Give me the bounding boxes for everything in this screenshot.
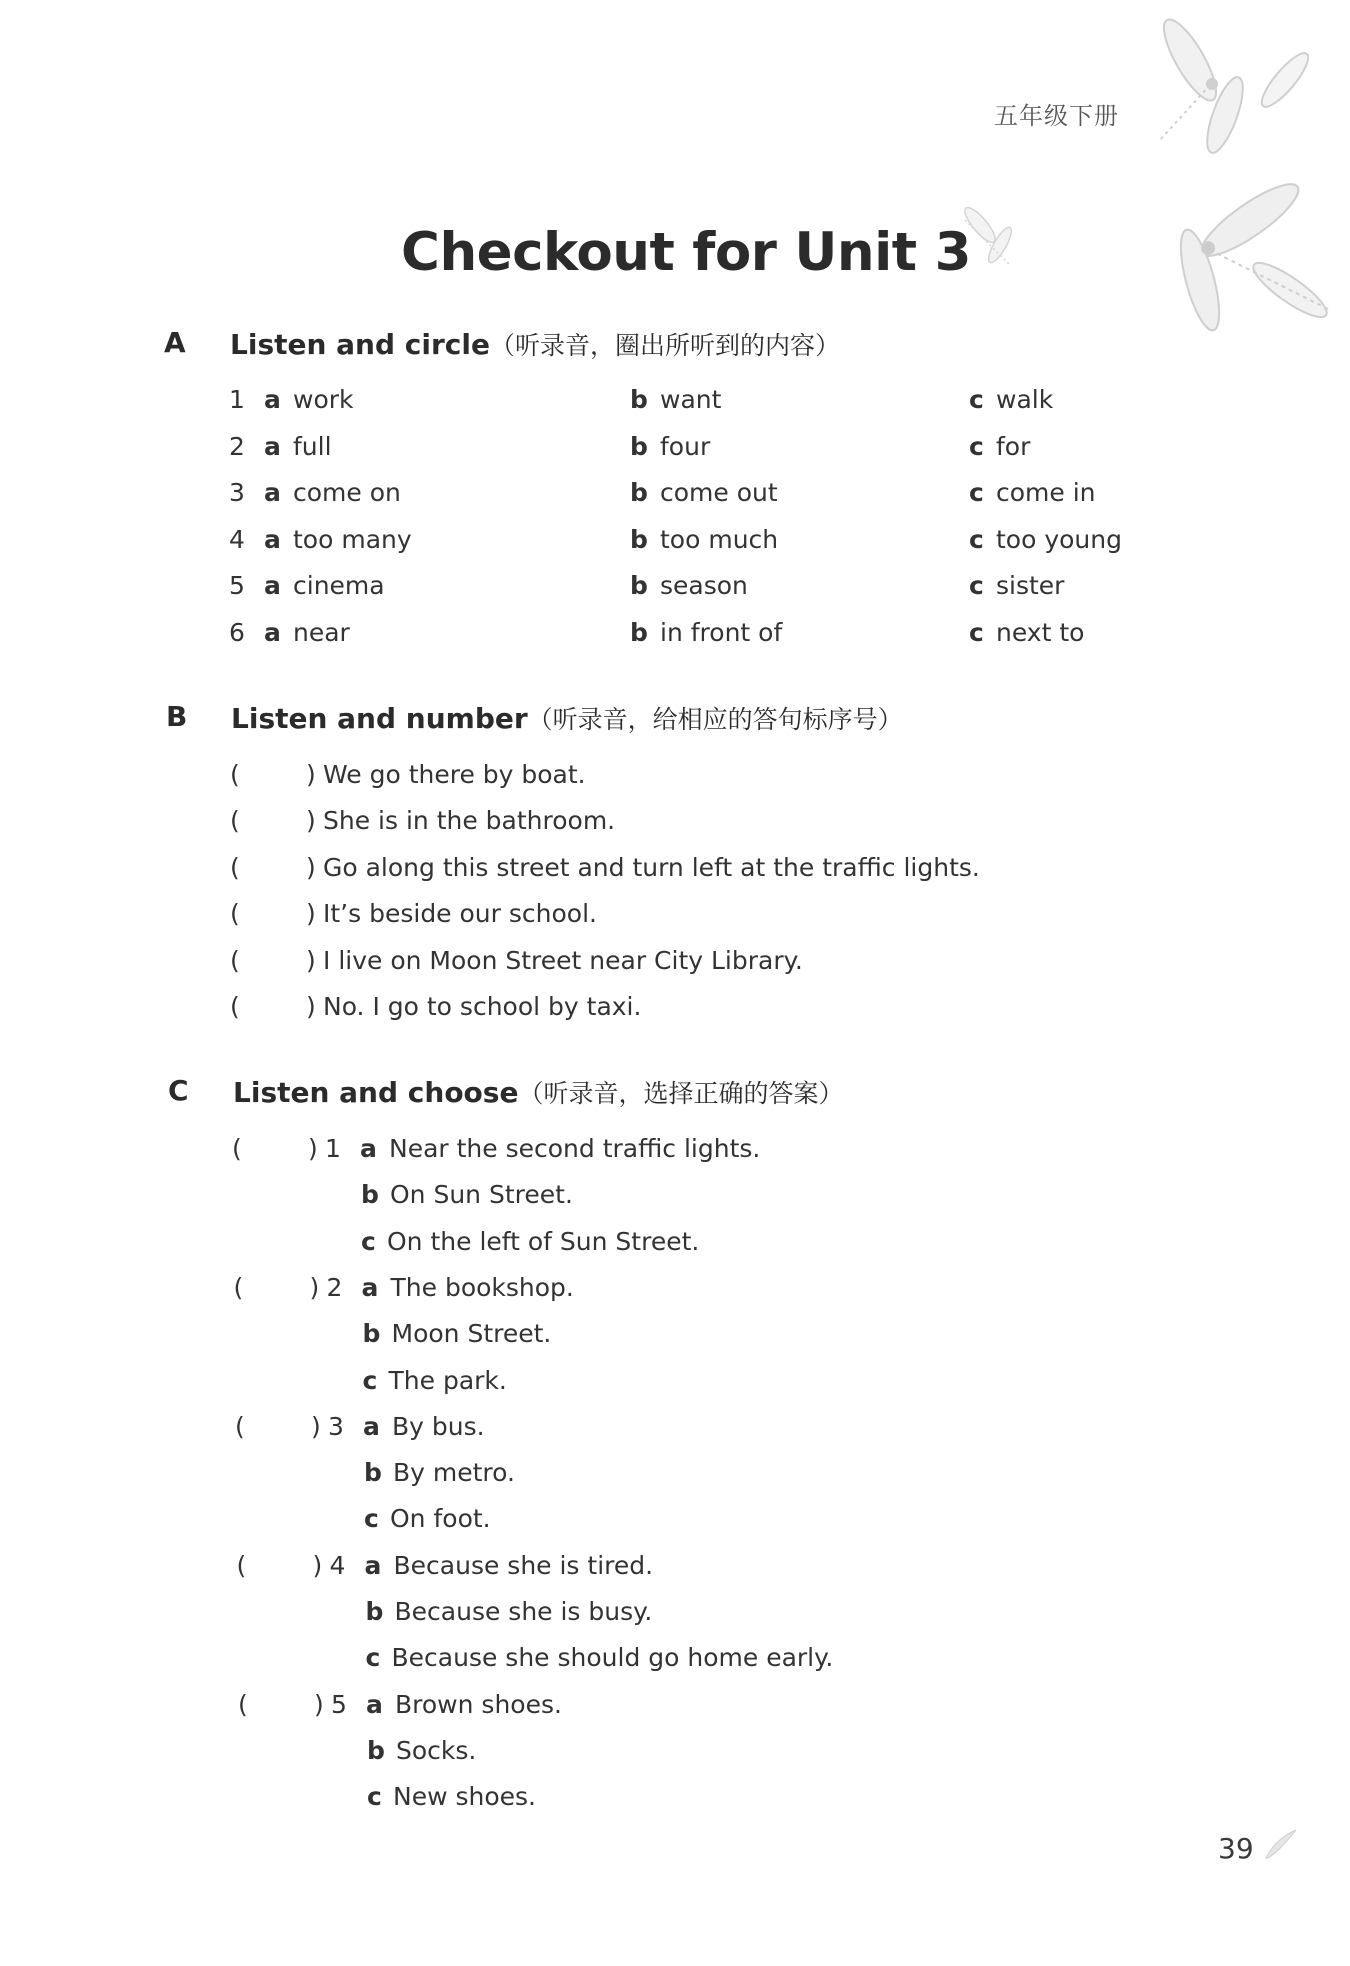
close-paren: ) [306,852,316,882]
answer-text: Go along this street and turn left at the traffic lights. [323,852,980,882]
option-b-text: season [660,571,748,600]
answer-text: No. I go to school by taxi. [323,992,642,1021]
open-paren: ( [230,992,240,1021]
option-c-text: New shoes. [393,1782,536,1812]
close-paren: ) [312,1550,323,1580]
section-a-letter: A [164,326,186,359]
option-b-text: too much [660,524,779,554]
section-c-title-en: Listen and choose [233,1076,519,1109]
section-a-title-en: Listen and circle [230,328,490,361]
option-letter-b: b [362,1319,381,1349]
option-b-text: By metro. [393,1458,515,1488]
answer-text: We go there by boat. [323,760,586,789]
section-c-letter: C [168,1074,189,1107]
option-letter-b: b [630,617,648,647]
close-paren: ) [306,806,316,836]
open-paren: ( [230,760,240,789]
option-letter-c: c [969,385,984,414]
option-b-text: four [660,431,711,461]
option-letter-b: b [630,571,648,600]
open-paren: ( [238,1689,248,1719]
section-c-title [233,1074,843,1110]
option-letter-c: c [969,478,984,507]
option-a-text: By bus. [392,1411,485,1441]
answer-text: It’s beside our school. [323,899,597,929]
open-paren: ( [230,852,240,882]
option-letter-a: a [363,1411,380,1441]
option-b-text: Moon Street. [391,1319,552,1349]
section-b-title-en: Listen and number [231,702,528,735]
option-a-text: come on [293,478,401,507]
option-a-text: Near the second traffic lights. [389,1134,761,1163]
option-b-text: On Sun Street. [390,1180,573,1210]
page-title: Checkout for Unit 3 [401,222,971,283]
close-paren: ) [311,1411,321,1441]
item-number: 2 [229,431,245,461]
option-c-text: walk [996,385,1054,414]
option-a-text: cinema [293,571,385,600]
feather-icon [1262,1828,1298,1862]
open-paren: ( [230,806,240,836]
open-paren: ( [230,899,240,929]
page-number: 39 [1218,1832,1254,1865]
option-letter-a: a [264,385,281,414]
section-a-title [230,326,840,362]
option-letter-c: c [969,617,984,647]
option-letter-c: c [969,431,984,461]
answer-text: I live on Moon Street near City Library. [323,945,803,975]
close-paren: ) [308,1134,318,1163]
option-a-text: full [293,431,332,461]
section-b-letter: B [166,700,188,733]
option-letter-b: b [630,524,648,554]
grade-label: 五年级下册 [994,102,1119,130]
option-letter-a: a [360,1134,377,1163]
option-c-text: On foot. [390,1504,491,1534]
item-number: 3 [229,478,245,507]
dragonfly-decoration-icon [1130,10,1350,370]
option-letter-c: c [969,571,984,600]
option-letter-b: b [630,431,648,461]
option-c-text: for [996,431,1031,461]
option-b-text: Because she is busy. [394,1597,653,1626]
close-paren: ) [306,899,316,929]
option-a-text: Because she is tired. [393,1550,654,1580]
close-paren: ) [306,992,316,1021]
open-paren: ( [232,1134,242,1163]
question-number: 1 [325,1134,341,1163]
option-letter-c: c [362,1365,378,1395]
question-number: 5 [331,1689,347,1719]
option-letter-a: a [264,431,281,461]
item-number: 4 [229,524,245,554]
close-paren: ) [306,945,316,975]
close-paren: ) [306,760,316,789]
open-paren: ( [235,1411,245,1441]
item-number: 1 [229,385,245,414]
close-paren: ) [309,1272,320,1302]
section-b-title [231,700,903,736]
option-b-text: in front of [660,617,783,647]
option-c-text: too young [996,524,1122,554]
open-paren: ( [230,945,240,975]
option-letter-a: a [264,571,281,600]
option-letter-a: a [364,1550,382,1580]
item-number: 6 [229,617,245,647]
option-letter-c: c [367,1782,382,1812]
option-letter-c: c [361,1226,376,1256]
open-paren: ( [236,1550,247,1580]
section-c-title-zh: （听录音，选择正确的答案） [518,1079,844,1108]
option-letter-a: a [264,478,281,507]
section-b-title-zh: （听录音，给相应的答句标序号） [527,705,903,734]
option-letter-a: a [264,524,281,554]
option-letter-c: c [365,1643,381,1673]
option-letter-a: a [264,617,281,647]
open-paren: ( [233,1272,244,1302]
item-number: 5 [229,571,245,600]
answer-text: She is in the bathroom. [323,806,616,836]
option-a-text: Brown shoes. [395,1689,562,1719]
option-letter-b: b [361,1180,379,1210]
option-letter-c: c [969,524,984,554]
option-letter-a: a [366,1689,383,1719]
question-number: 2 [326,1272,343,1302]
option-letter-b: b [367,1735,385,1765]
option-a-text: work [293,385,354,414]
option-a-text: near [293,617,350,647]
option-letter-c: c [364,1504,379,1534]
option-c-text: come in [996,478,1096,507]
option-c-text: Because she should go home early. [391,1643,834,1673]
option-b-text: come out [660,478,778,507]
question-number: 3 [328,1411,344,1441]
option-a-text: too many [293,524,412,554]
option-a-text: The bookshop. [390,1272,574,1302]
option-c-text: next to [996,617,1085,647]
close-paren: ) [314,1689,324,1719]
option-c-text: sister [996,571,1065,600]
option-c-text: The park. [388,1365,507,1395]
option-b-text: Socks. [396,1735,477,1765]
section-a-title-zh: （听录音，圈出所听到的内容） [489,331,840,360]
option-letter-b: b [364,1458,382,1488]
option-b-text: want [660,385,722,414]
option-c-text: On the left of Sun Street. [387,1226,700,1256]
option-letter-b: b [630,478,648,507]
option-letter-a: a [361,1272,379,1302]
option-letter-b: b [365,1597,384,1626]
question-number: 4 [329,1550,346,1580]
option-letter-b: b [630,385,648,414]
